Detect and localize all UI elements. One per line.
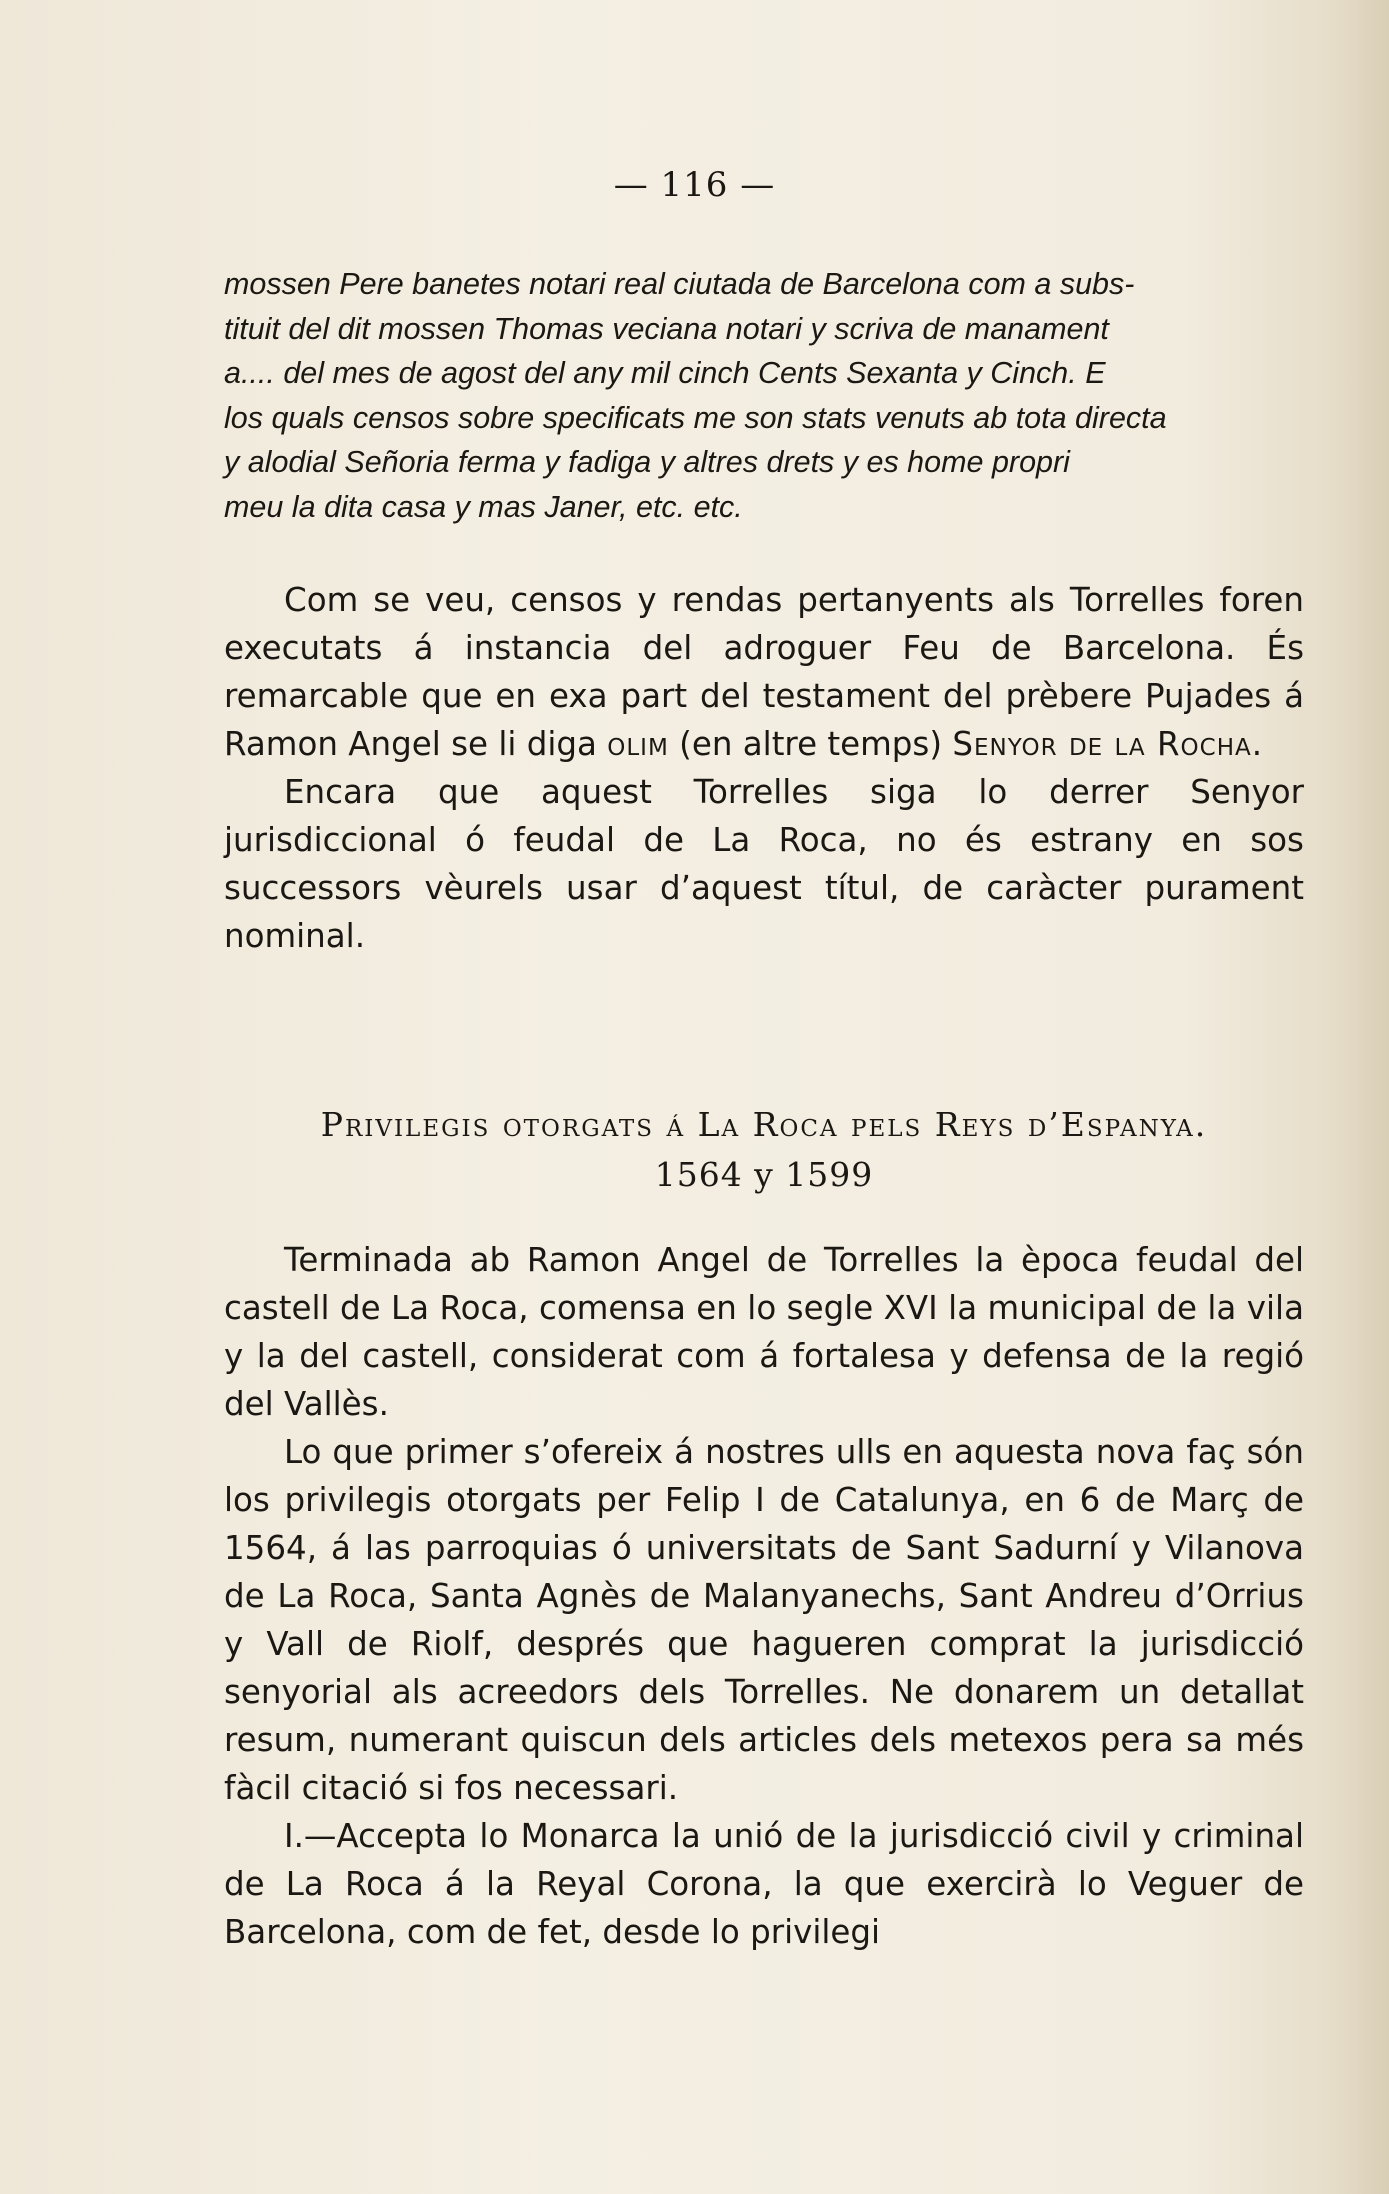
heading-title: Privilegis otorgats á La Roca pels Reys d’Espanya. xyxy=(320,1105,1208,1144)
body-text-section-1 xyxy=(224,576,1304,960)
section-heading xyxy=(224,1100,1304,1200)
paragraph-text: (en altre temps) xyxy=(668,725,953,763)
quote-line: y alodial Señoria ferma y fadiga y altres drets y es home propri xyxy=(224,445,1070,480)
paragraph: Terminada ab Ramon Angel de Torrelles la època feudal del castell de La Roca, comensa en lo segle XVI la municipal de la vila y la del castell, considerat com á fortalesa y defensa de la regió del Vallès. xyxy=(224,1241,1304,1423)
heading-years: 1564 y 1599 xyxy=(654,1155,874,1194)
paragraph: I.—Accepta lo Monarca la unió de la jurisdicció civil y criminal de La Roca á la Reyal Corona, la que exercirà lo Veguer de Barcelona, com de fet, desde lo privilegi xyxy=(224,1817,1304,1951)
quote-line: a.... del mes de agost del any mil cinch Cents Sexanta y Cinch. E xyxy=(224,356,1106,391)
quote-line: meu la dita casa y mas Janer, etc. etc. xyxy=(224,489,743,524)
small-caps-title: Senyor de la Rocha. xyxy=(952,725,1264,763)
page-number: — 116 — xyxy=(613,165,776,205)
italic-quotation xyxy=(224,262,1304,530)
small-caps-term: olim xyxy=(607,725,669,763)
quote-line: mossen Pere banetes notari real ciutada de Barcelona com a subs- xyxy=(224,267,1135,301)
quote-line: los quals censos sobre specificats me son stats venuts ab tota directa xyxy=(224,400,1167,435)
paragraph: Lo que primer s’ofereix á nostres ulls en aquesta nova faç són los privilegis otorgats per Felip I de Catalunya, en 6 de Març de 1564, á las parroquias ó universitats de Sant Sadurní y Vilanova de La Roca, Santa Agnès de Malanyanechs, Sant Andreu d’Orrius y Vall de Riolf, després que hagueren comprat la jurisdicció senyorial als acreedors dels Torrelles. Ne donarem un detallat resum, numerant quiscun dels articles dels metexos pera sa més fàcil citació si fos necessari. xyxy=(224,1433,1304,1807)
body-text-section-2 xyxy=(224,1236,1304,1956)
paragraph-text: Com se veu, censos y rendas pertanyents als Torrelles foren executats á instancia del adroguer Feu de Barcelona. És remarcable que en exa part del testament del prèbere Pujades á Ramon Angel se li diga xyxy=(224,581,1304,763)
paragraph xyxy=(224,576,1304,768)
quote-line: tituit del dit mossen Thomas veciana notari y scriva de manament xyxy=(224,311,1109,346)
paragraph: Encara que aquest Torrelles siga lo derrer Senyor jurisdiccional ó feudal de La Roca, no és estrany en sos successors vèurels usar d’aquest títul, de caràcter purament nominal. xyxy=(224,773,1304,955)
